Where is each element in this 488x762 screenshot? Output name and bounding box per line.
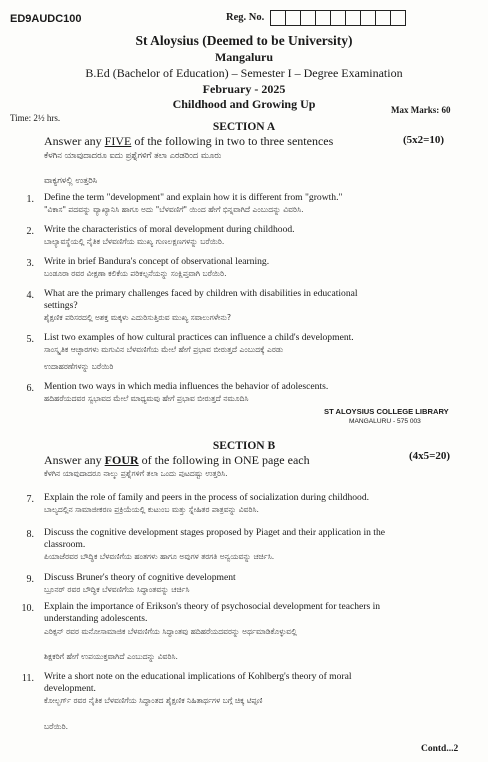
question-text-kn-cont: ಬರೆಯಿರಿ. [44, 722, 69, 731]
question-number: 3. [26, 258, 34, 269]
section-b-instruction: Answer any FOUR of the following in ONE page each [44, 453, 310, 467]
question-text: Discuss Bruner's theory of cognitive development [44, 572, 236, 583]
section-a-marks: (5x2=10) [403, 134, 445, 146]
library-stamp: ST ALOYSIUS COLLEGE LIBRARY [324, 407, 449, 416]
question-number: 5. [26, 334, 34, 345]
paper-title: Childhood and Growing Up [172, 97, 316, 111]
question-text: Write the characteristics of moral development during childhood. [44, 224, 295, 235]
question-text-cont: classroom. [44, 539, 86, 550]
section-a-instruction-kn: ಕೆಳಗಿನ ಯಾವುದಾದರೂ ಐದು ಪ್ರಶ್ನೆಗಳಿಗೆ ತಲಾ ಎರಡರಿಂದ ಮೂರು [44, 150, 222, 160]
reg-no-label: Reg. No. [226, 12, 265, 23]
city-name: Mangaluru [214, 50, 273, 64]
university-name: St Aloysius (Deemed to be University) [135, 33, 353, 48]
question-number: 10. [21, 603, 34, 614]
question-text-kn-cont: ಶಿಕ್ಷಕರಿಗೆ ಹೇಗೆ ಉಪಯುಕ್ತವಾಗಿದೆ ಎಂಬುದನ್ನು ವಿವರಿಸಿ. [44, 652, 178, 661]
question-text-kn: ಬ್ರೂನರ್ ರವರ ಬೌದ್ಧಿಕ ಬೆಳವಣಿಗೆಯ ಸಿದ್ಧಾಂತವನ್ನು ಚರ್ಚಿಸಿ [44, 585, 190, 594]
question-text-kn: ಪಿಯಾಜೆರವರ ಬೌದ್ಧಿಕ ಬೆಳವಣಿಗೆಯ ಹಂತಗಳು ಹಾಗೂ ಅವುಗಳ ತರಗತಿ ಅನ್ವಯವನ್ನು ಚರ್ಚಿಸಿ. [44, 552, 275, 561]
question-text: Write in brief Bandura's concept of observational learning. [44, 256, 270, 267]
max-marks: Max Marks: 60 [391, 105, 451, 115]
section-a-instruction: Answer any FIVE of the following in two to three sentences [44, 134, 334, 148]
question-number: 9. [26, 574, 34, 585]
reg-no-boxes[interactable] [271, 10, 406, 26]
question-text: Write a short note on the educational implications of Kohlberg's theory of moral [44, 671, 352, 682]
time-allowed: Time: 2½ hrs. [10, 113, 61, 123]
question-number: 4. [26, 290, 34, 301]
question-text-cont: development. [44, 683, 96, 694]
section-b-instruction-kn: ಕೆಳಗಿನ ಯಾವುದಾದರೂ ನಾಲ್ಕು ಪ್ರಶ್ನೆಗಳಿಗೆ ತಲಾ ಒಂದು ಪುಟದಷ್ಟು ಉತ್ತರಿಸಿ. [44, 469, 228, 478]
question-number: 11. [21, 673, 34, 684]
question-text-kn: ಕೋಲ್ಬರ್ಗ್ ರವರ ನೈತಿಕ ಬೆಳವಣಿಗೆಯ ಸಿದ್ಧಾಂತದ ಶೈಕ್ಷಣಿಕ ನಿಹಿತಾರ್ಥಗಳ ಬಗ್ಗೆ ಚಿಕ್ಕ ಟಿಪ್ಪಣಿ [44, 696, 263, 705]
question-text-kn: ಹದಿಹರೆಯದವರ ಸ್ವಭಾವದ ಮೇಲೆ ಮಾಧ್ಯಮವು ಹೇಗೆ ಪ್ರಭಾವ ಬೀರುತ್ತದೆ ನಮೂದಿಸಿ [44, 394, 249, 403]
section-b-marks: (4x5=20) [409, 450, 451, 462]
continued-note: Contd...2 [421, 744, 459, 754]
question-text: Discuss the cognitive development stages proposed by Piaget and their application in the [44, 527, 386, 538]
question-text-cont: settings? [44, 300, 78, 311]
question-text-kn: "ವಿಕಾಸ" ಪದವನ್ನು ವ್ಯಾಖ್ಯಾನಿಸಿ ಹಾಗೂ ಅದು "ಬೆಳವಣಿಗೆ" ಯಿಂದ ಹೇಗೆ ಭಿನ್ನವಾಗಿದೆ ಎಂಬುದನ್ನು ವಿವರಿಸಿ. [44, 205, 304, 214]
question-number: 7. [26, 494, 34, 505]
question-text-kn: ಎರಿಕ್ಸನ್ ರವರ ಮನೋಸಾಮಾಜಿಕ ಬೆಳವಣಿಗೆಯ ಸಿದ್ಧಾಂತವು ಹದಿಹರೆಯದವರನ್ನು ಅರ್ಥಮಾಡಿಕೊಳ್ಳುವಲ್ಲಿ [44, 627, 297, 636]
question-text: Explain the importance of Erikson's theory of psychosocial development for teachers in [44, 601, 381, 612]
question-number: 6. [26, 383, 34, 394]
programme-title: B.Ed (Bachelor of Education) – Semester I – Degree Examination [85, 66, 403, 80]
question-text-kn: ಬಾಲ್ಯಾವಸ್ಥೆಯಲ್ಲಿ ನೈತಿಕ ಬೆಳವಣಿಗೆಯ ಮುಖ್ಯ ಗುಣಲಕ್ಷಣಗಳನ್ನು ಬರೆಯಿರಿ. [44, 237, 225, 246]
question-text: List two examples of how cultural practices can influence a child's development. [44, 332, 354, 343]
question-text-kn-cont: ಉದಾಹರಣೆಗಳನ್ನು ಬರೆಯಿರಿ [44, 362, 114, 371]
question-number: 1. [26, 194, 34, 205]
question-text: Mention two ways in which media influences the behavior of adolescents. [44, 381, 329, 392]
question-text-kn: ಶೈಕ್ಷಣಿಕ ಪರಿಸರದಲ್ಲಿ ಅಶಕ್ತ ಮಕ್ಕಳು ಎದುರಿಸುತ್ತಿರುವ ಮುಖ್ಯ ಸವಾಲುಗಳೇನು? [44, 313, 231, 322]
paper-code: ED9AUDC100 [10, 13, 82, 25]
section-b-title: SECTION B [212, 440, 276, 452]
question-text-kn: ಸಾಂಸ್ಕೃತಿಕ ಆಚ್ಛಾರಗಳು ಮಗುವಿನ ಬೆಳವಣಿಗೆಯ ಮೇಲೆ ಹೇಗೆ ಪ್ರಭಾವ ಬೀರುತ್ತದೆ ಎಂಬುದಕ್ಕೆ ಎರಡು [44, 345, 284, 354]
section-a-title: SECTION A [212, 121, 276, 133]
question-text: Define the term "development" and explain how it is different from "growth." [44, 192, 343, 203]
question-number: 2. [26, 226, 34, 237]
exam-session: February - 2025 [202, 82, 286, 96]
library-stamp-address: MANGALURU - 575 003 [349, 418, 421, 425]
question-text-cont: understanding adolescents. [44, 613, 148, 624]
question-text-kn: ಬಂಡೂರಾ ರವರ ವೀಕ್ಷಣಾ ಕಲಿಕೆಯ ಪರಿಕಲ್ಪನೆಯನ್ನು ಸಂಕ್ಷಿಪ್ತವಾಗಿ ಬರೆಯಿರಿ. [44, 269, 227, 278]
question-text: Explain the role of family and peers in the process of socialization during childhood. [44, 492, 370, 503]
question-text: What are the primary challenges faced by children with disabilities in educational [44, 288, 358, 299]
section-a-instruction-kn-cont: ವಾಕ್ಯಗಳಲ್ಲಿ ಉತ್ತರಿಸಿ [44, 175, 98, 185]
question-number: 8. [26, 529, 34, 540]
question-text-kn: ಬಾಲ್ಯದಲ್ಲಿನ ಸಾಮಾಜೀಕರಣ ಪ್ರಕ್ರಿಯೆಯಲ್ಲಿ ಕುಟುಂಬ ಮತ್ತು ಸ್ನೇಹಿತರ ಪಾತ್ರವನ್ನು ವಿವರಿಸಿ. [44, 505, 259, 514]
